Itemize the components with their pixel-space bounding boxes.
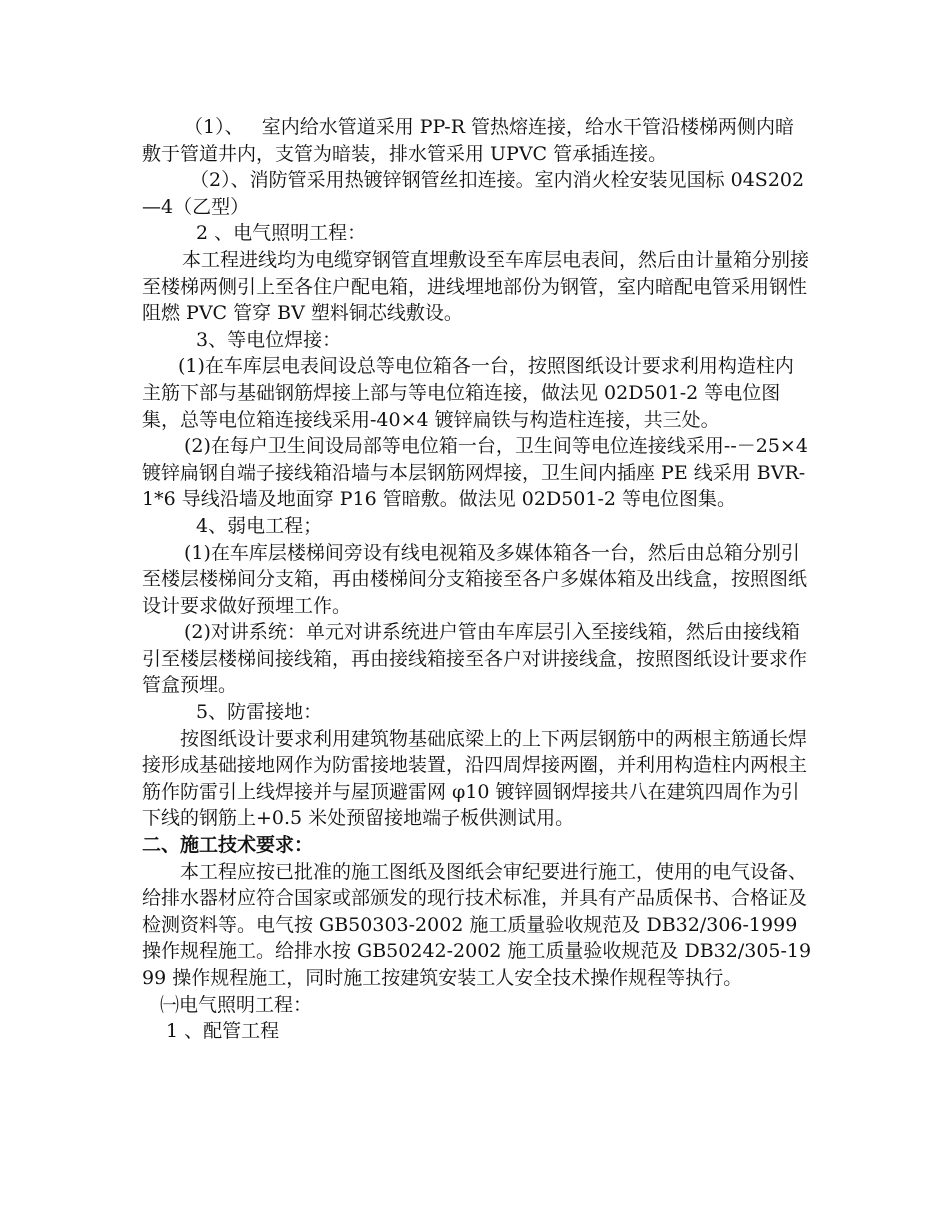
section-heading-electrical-lighting: 2 、电气照明工程： bbox=[190, 222, 367, 245]
paragraph-lightning: 按图纸设计要求利用建筑物基础底梁上的上下两层钢筋中的两根主筋通长焊接形成基础接地网作为防雷接地装置，沿四周焊接两圈，并利用构造柱内两根主筋作防雷引上线焊接并与屋顶避雷网 φ10 镀锌圆钢焊接共八在建筑四周作为引下线的钢筋上+0.5 米处预留接地端子板供测试用。 bbox=[142, 727, 808, 830]
paragraph-equipotential-2: (2)在每户卫生间设局部等电位箱一台，卫生间等电位连接线采用--－25×4 镀锌扁钢自端子接线箱沿墙与本层钢筋网焊接，卫生间内插座 PE 线采用 BVR-1*6 导线沿墙及地面穿 P16 管暗敷。做法见 02D501-2 等电位图集。 bbox=[142, 435, 814, 511]
paragraph-water-pipe: （1）、 室内给水管道采用 PP-R 管热熔连接，给水干管沿楼梯两侧内暗敷于管道井内，支管为暗装，排水管采用 UPVC 管承插连接。 bbox=[142, 116, 795, 165]
paragraph-technical-requirements: 本工程应按已批准的施工图纸及图纸会审纪要进行施工，使用的电气设备、给排水器材应符合国家或部颁发的现行技术标准，并具有产品质保书、合格证及检测资料等。电气按 GB50303-2002 施工质量验收规范及 DB32/306-1999 操作规程施工。给排水按 GB50242-2002 施工质量验收规范及 DB32/305-1999 操作规程施工，同时施工按建筑安装工人安全技术操作规程等执行。 bbox=[142, 860, 812, 989]
paragraph-weak-current-2: (2)对讲系统：单元对讲系统进户管由车库层引入至接线箱，然后由接线箱引至楼层楼梯间接线箱，再由接线箱接至各户对讲接线盒，按照图纸设计要求作管盒预埋。 bbox=[142, 621, 808, 697]
section-heading-lightning: 5、防雷接地： bbox=[190, 701, 323, 724]
paragraph-fire-pipe: （2）、消防管采用热镀锌钢管丝扣连接。室内消火栓安装见国标 04S202—4（乙型） bbox=[142, 169, 805, 218]
document-body bbox=[142, 114, 812, 1045]
section-heading-weak-current: 4、弱电工程； bbox=[190, 514, 323, 537]
section-heading-equipotential: 3、等电位焊接： bbox=[190, 328, 342, 351]
subheading-electrical-lighting: ㈠电气照明工程： bbox=[160, 993, 313, 1016]
paragraph-electrical-lighting: 本工程进线均为电缆穿钢管直埋敷设至车库层电表间，然后由计量箱分别接至楼梯两侧引上至各住户配电箱，进线埋地部份为钢管，室内暗配电管采用钢性阻燃 PVC 管穿 BV 塑料铜芯线敷设。 bbox=[142, 248, 810, 325]
paragraph-weak-current-1: (1)在车库层楼梯间旁设有线电视箱及多媒体箱各一台，然后由总箱分别引至楼层楼梯间分支箱，再由楼梯间分支箱接至各户多媒体箱及出线盒，按照图纸设计要求做好预埋工作。 bbox=[142, 541, 808, 617]
section-heading-technical-requirements: 二、施工技术要求： bbox=[142, 834, 314, 857]
subheading-conduit-works: 1 、配管工程 bbox=[166, 1020, 280, 1043]
paragraph-equipotential-1: (1)在车库层电表间设总等电位箱各一台，按照图纸设计要求利用构造柱内主筋下部与基础钢筋焊接上部与等电位箱连接，做法见 02D501-2 等电位图集，总等电位箱连接线采用-40×4 镀锌扁铁与构造柱连接，共三处。 bbox=[142, 355, 794, 431]
